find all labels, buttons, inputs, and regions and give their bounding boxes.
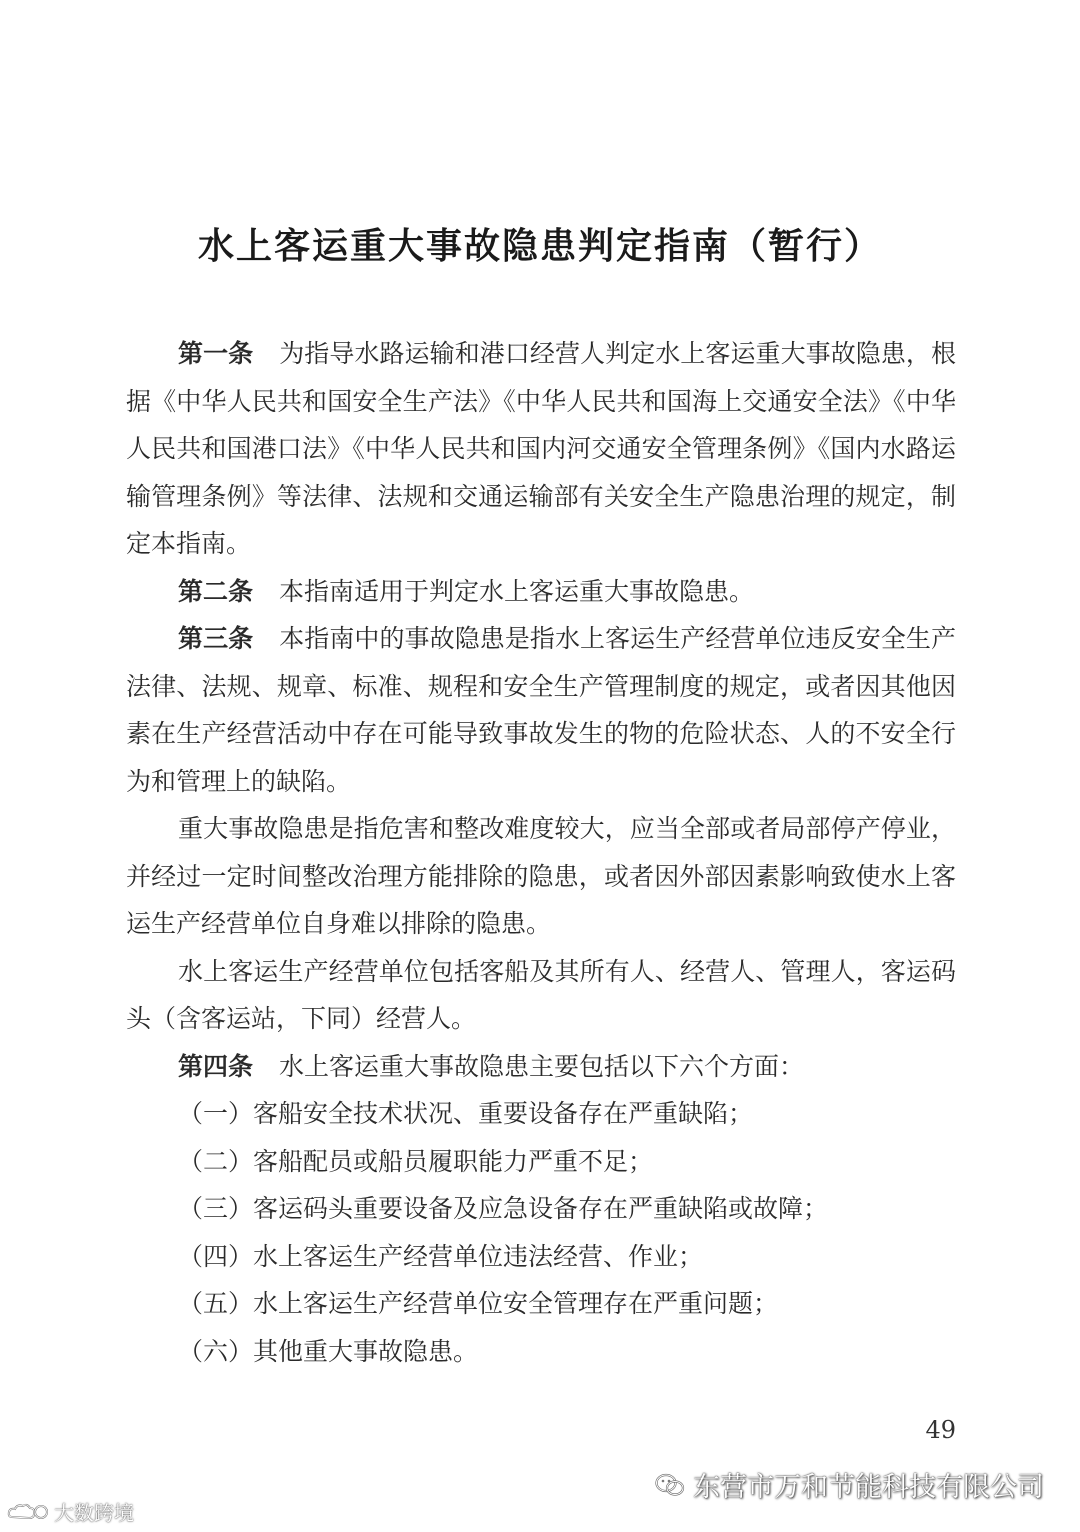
list-item: （二）客船配员或船员履职能力严重不足； xyxy=(178,1146,654,1176)
article-label: 第三条 xyxy=(178,624,254,653)
article-text: 本指南中的事故隐患是指水上客运生产经营单位违反安全生产法律、法规、规章、标准、规程和安全生产管理制度的规定，或者因其他因素在生产经营活动中存在可能导致事故发生的物的危险状态、人的不安全行为和管理上的缺陷。 xyxy=(126,624,956,796)
wechat-icon xyxy=(655,1473,685,1497)
document-body xyxy=(126,330,956,1375)
list-item: （四）水上客运生产经营单位违法经营、作业； xyxy=(178,1241,704,1271)
article-label: 第二条 xyxy=(178,576,254,606)
article-2 xyxy=(126,568,956,616)
list-item: （三）客运码头重要设备及应急设备存在严重缺陷或故障； xyxy=(178,1194,829,1223)
watermark-text: 东营市万和节能科技有限公司 xyxy=(693,1472,1044,1503)
cloud-logo-icon xyxy=(6,1501,50,1523)
paragraph-major-hazard-definition: 重大事故隐患是指危害和整改难度较大，应当全部或者局部停产停业，并经过一定时间整改治理方能排除的隐患，或者因外部因素影响致使水上客运生产经营单位自身难以排除的隐患。 xyxy=(126,814,956,938)
article-label: 第四条 xyxy=(178,1051,254,1081)
article-3 xyxy=(126,615,956,805)
list-item: （六）其他重大事故隐患。 xyxy=(178,1336,479,1366)
page-number: 49 xyxy=(925,1416,956,1444)
corner-logo-text: 大数跨境 xyxy=(54,1501,134,1525)
article-text: 本指南适用于判定水上客运重大事故隐患。 xyxy=(279,576,755,606)
article-text: 为指导水路运输和港口经营人判定水上客运重大事故隐患，根据《中华人民共和国安全生产法》《中华人民共和国海上交通安全法》《中华人民共和国港口法》《中华人民共和国内河交通安全管理条例》《国内水路运输管理条例》等法律、法规和交通运输部有关安全生产隐患治理的规定，制定本指南。 xyxy=(126,339,956,558)
paragraph-operating-units: 水上客运生产经营单位包括客船及其所有人、经营人、管理人，客运码头（含客运站，下同）经营人。 xyxy=(126,956,956,1033)
article-4 xyxy=(126,1043,956,1091)
article-text: 水上客运重大事故隐患主要包括以下六个方面： xyxy=(279,1051,805,1081)
list-item: （五）水上客运生产经营单位安全管理存在严重问题； xyxy=(178,1289,779,1318)
watermark xyxy=(655,1465,1044,1504)
document-title: 水上客运重大事故隐患判定指南（暂行） xyxy=(197,226,882,267)
corner-logo xyxy=(6,1497,134,1526)
list-item: （一）客船安全技术状况、重要设备存在严重缺陷； xyxy=(178,1099,754,1128)
article-label: 第一条 xyxy=(178,339,254,368)
article-1 xyxy=(126,330,956,568)
